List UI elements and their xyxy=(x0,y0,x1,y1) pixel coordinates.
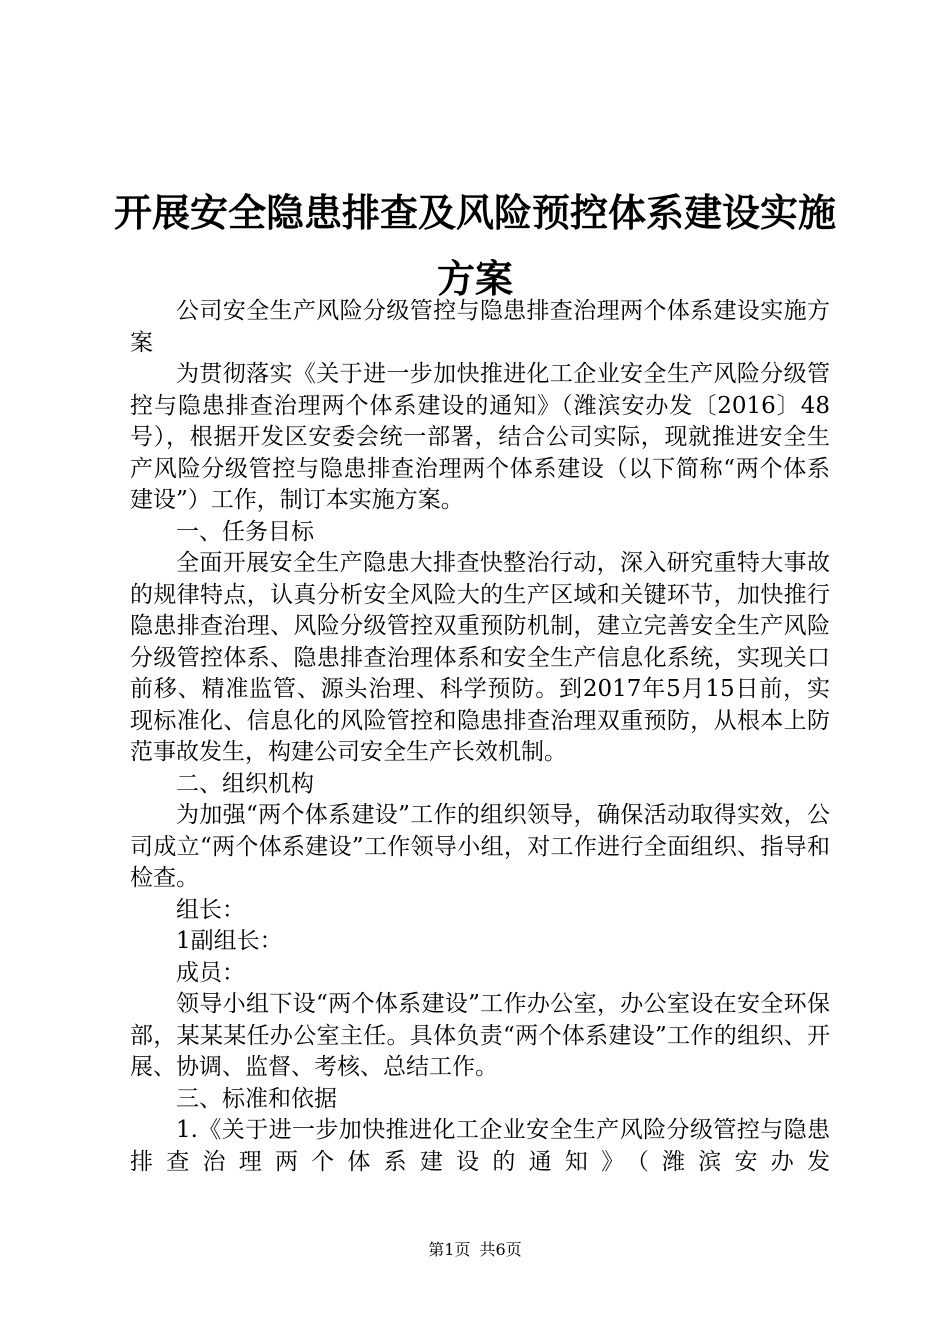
deputy-leader-line: 1副组长： xyxy=(176,928,283,954)
paragraph-goals: 全面开展安全生产隐患大排查快整治行动，深入研究重特大事故的规律特点，认真分析安全风险大的生产区域和关键环节，加快推行隐患排查治理、风险分级管控双重预防机制，建立完善安全生产风险分级管控体系、隐患排查治理体系和安全生产信息化系统，实现关口前移、精准监管、源头治理、科学预防。到2017年5月15日前，实现标准化、信息化的风险管控和隐患排查治理双重预防，从根本上防范事故发生，构建公司安全生产长效机制。 xyxy=(130,550,830,765)
section-heading-organization: 二、组织机构 xyxy=(176,770,314,797)
page-total: 共6页 xyxy=(479,1240,522,1259)
paragraph-standard-1: 1.《关于进一步加快推进化工企业安全生产风险分级管控与隐患排查治理两个体系建设的通知》（潍滨安办发 xyxy=(130,1117,830,1175)
section-heading-standards: 三、标准和依据 xyxy=(176,1085,337,1112)
document-body xyxy=(130,296,830,1178)
paragraph-intro: 为贯彻落实《关于进一步加快推进化工企业安全生产风险分级管控与隐患排查治理两个体系建设的通知》（潍滨安办发〔2016〕48号），根据开发区安委会统一部署，结合公司实际，现就推进安全生产风险分级管控与隐患排查治理两个体系建设（以下简称“两个体系建设”）工作，制订本实施方案。 xyxy=(130,361,830,513)
section-heading-goals: 一、任务目标 xyxy=(176,518,314,545)
paragraph-organization: 为加强“两个体系建设”工作的组织领导，确保活动取得实效，公司成立“两个体系建设”工作领导小组，对工作进行全面组织、指导和检查。 xyxy=(130,802,830,891)
members-line: 成员： xyxy=(176,959,245,986)
document-title: 开展安全隐患排查及风险预控体系建设实施方案 xyxy=(113,190,836,301)
leader-line: 组长： xyxy=(176,896,245,923)
page-number: 第1页 xyxy=(428,1240,471,1259)
paragraph-plan-name: 公司安全生产风险分级管控与隐患排查治理两个体系建设实施方案 xyxy=(130,298,830,356)
paragraph-office: 领导小组下设“两个体系建设”工作办公室，办公室设在安全环保部，某某某任办公室主任。具体负责“两个体系建设”工作的组织、开展、协调、监督、考核、总结工作。 xyxy=(130,991,830,1080)
page-footer xyxy=(0,1240,950,1260)
